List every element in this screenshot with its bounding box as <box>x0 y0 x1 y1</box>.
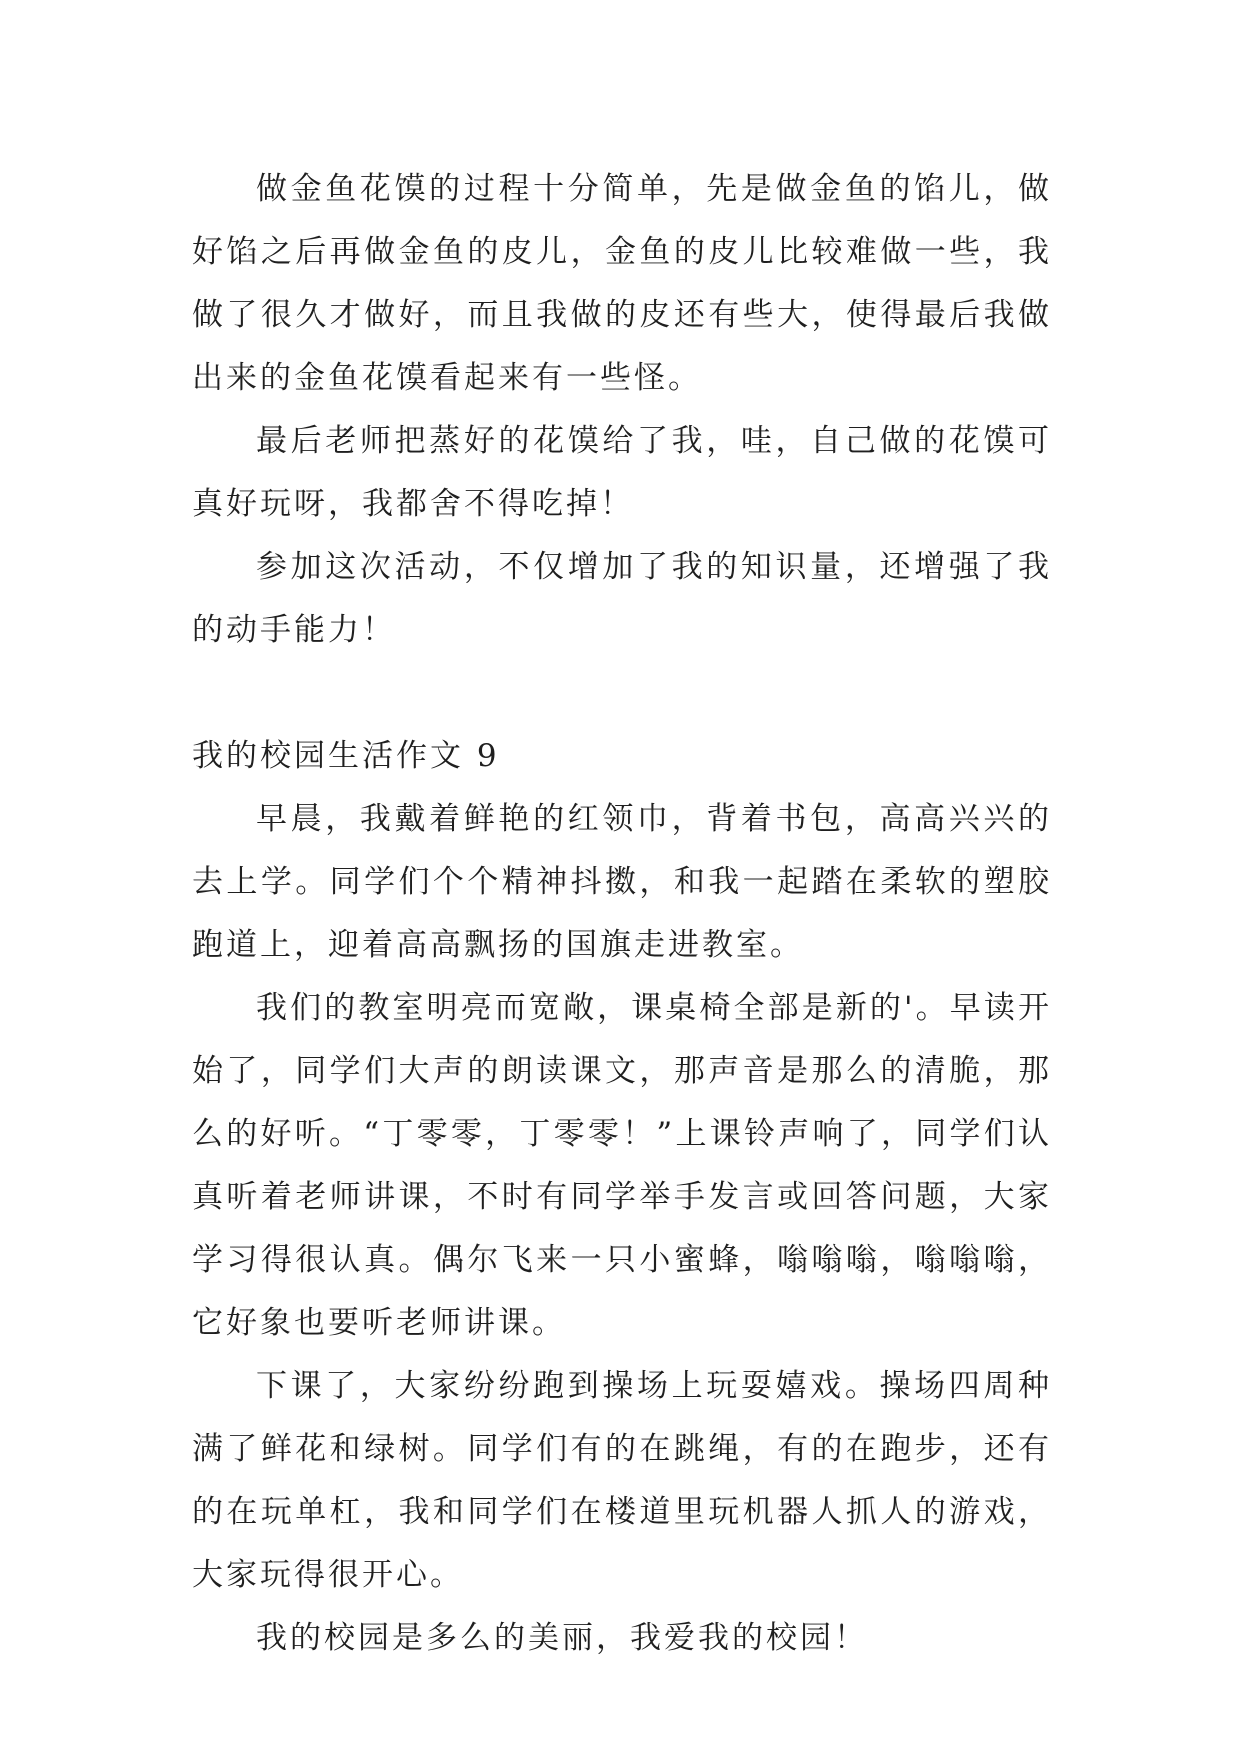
section-heading: 我的校园生活作文 9 <box>192 738 500 774</box>
paragraph: 最后老师把蒸好的花馍给了我，哇，自己做的花馍可真好玩呀，我都舍不得吃掉！ <box>192 423 1052 522</box>
paragraph: 我的校园是多么的美丽，我爱我的校园！ <box>256 1620 868 1656</box>
paragraph: 我们的教室明亮而宽敞，课桌椅全部是新的'。早读开始了，同学们大声的朗读课文，那声音是那么的清脆，那么的好听。“丁零零，丁零零！”上课铃声响了，同学们认真听着老师讲课，不时有同学举手发言或回答问题，大家学习得很认真。偶尔飞来一只小蜜蜂，嗡嗡嗡，嗡嗡嗡，它好象也要听老师讲课。 <box>192 990 1052 1341</box>
paragraph: 参加这次活动，不仅增加了我的知识量，还增强了我的动手能力！ <box>192 549 1052 648</box>
document-page <box>192 158 1052 1670</box>
paragraph: 做金鱼花馍的过程十分简单，先是做金鱼的馅儿，做好馅之后再做金鱼的皮儿，金鱼的皮儿比较难做一些，我做了很久才做好，而且我做的皮还有些大，使得最后我做出来的金鱼花馍看起来有一些怪。 <box>192 171 1052 396</box>
paragraph: 早晨，我戴着鲜艳的红领巾，背着书包，高高兴兴的去上学。同学们个个精神抖擞，和我一起踏在柔软的塑胶跑道上，迎着高高飘扬的国旗走进教室。 <box>192 801 1052 963</box>
paragraph: 下课了，大家纷纷跑到操场上玩耍嬉戏。操场四周种满了鲜花和绿树。同学们有的在跳绳，有的在跑步，还有的在玩单杠，我和同学们在楼道里玩机器人抓人的游戏，大家玩得很开心。 <box>192 1368 1052 1593</box>
